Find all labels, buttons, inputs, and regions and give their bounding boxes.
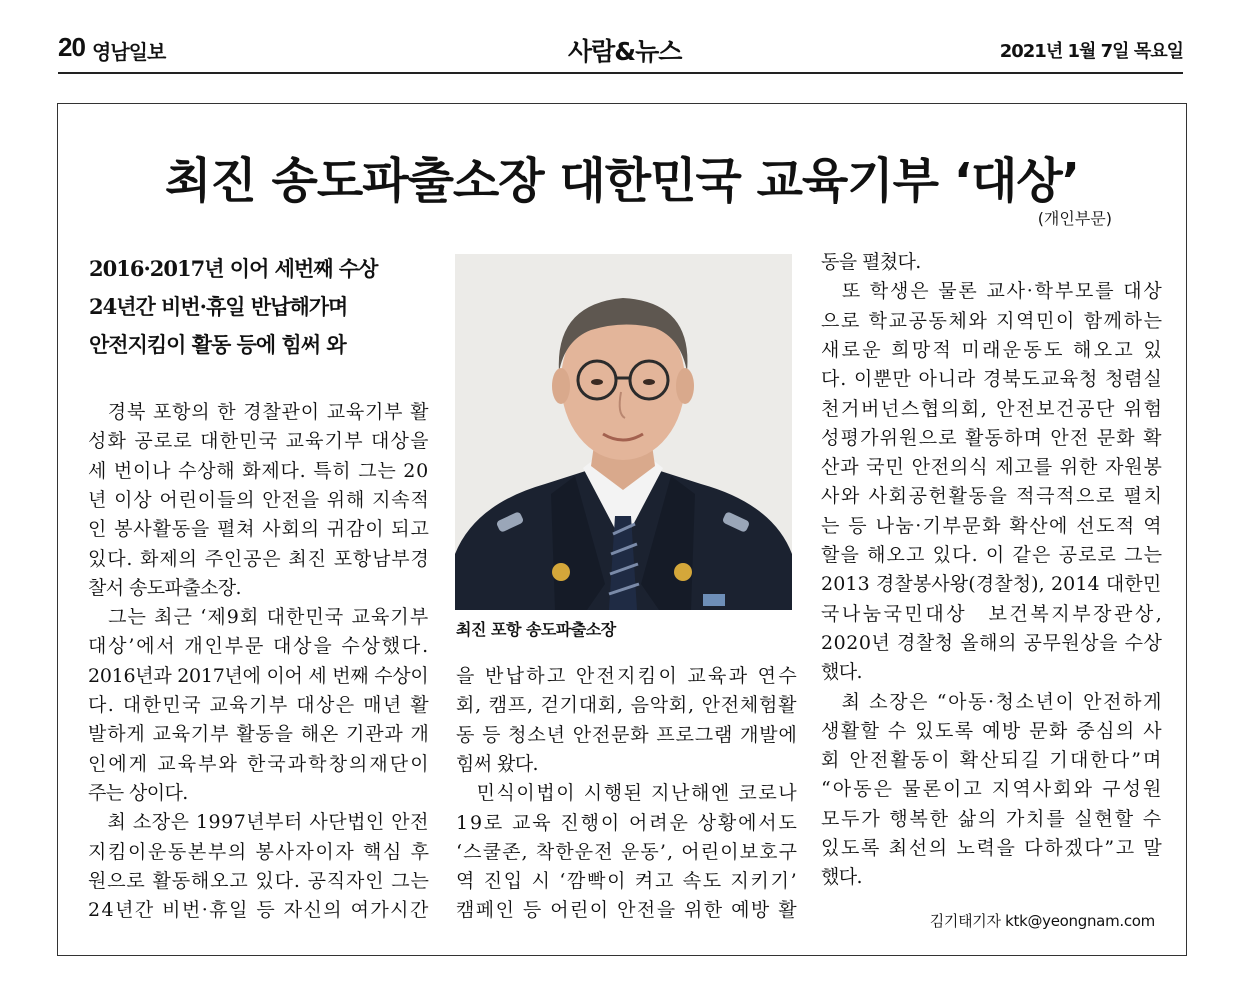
article-text-line: 2020년 경찰청 올해의 공무원상을 수상: [821, 631, 1163, 654]
article-text-line: 천거버넌스협의회, 안전보건공단 위험: [821, 397, 1164, 420]
article-text-line: 주는 상이다.: [88, 781, 188, 804]
article-text-line: 동 등 청소년 안전문화 프로그램 개발에: [456, 723, 798, 746]
issue-date: 2021년 1월 7일 목요일: [999, 41, 1183, 62]
article-text-line: 민식이법이 시행된 지난해엔 코로나: [456, 782, 799, 805]
photo-caption: 최진 포항 송도파출소장: [456, 620, 616, 639]
article-text-line: 있도록 최선의 노력을 다하겠다”고 말: [821, 837, 1164, 859]
article-text-line: 최 소장은 1997년부터 사단법인 안전: [88, 811, 430, 834]
headline-subtag: (개인부문): [1037, 209, 1112, 228]
article-text-line: 년 이상 어린이들의 안전을 위해 지속적: [88, 488, 430, 511]
article-text-line: 원으로 활동해오고 있다. 공직자인 그는: [88, 869, 430, 892]
article-text-line: 국나눔국민대상 보건복지부장관상,: [821, 602, 1165, 625]
article-text-line: 회 안전활동이 확산되길 기대한다”며: [821, 749, 1164, 772]
article-text-line: 할을 해오고 있다. 이 같은 공로로 그는: [821, 544, 1164, 566]
article-text-line: 힘써 왔다.: [456, 752, 538, 775]
article-text-line: 인에게 교육부와 한국과학창의재단이: [88, 752, 431, 775]
article-text-line: 회, 캠프, 걷기대회, 음악회, 안전체험활: [456, 694, 798, 717]
article-text-line: 생활할 수 있도록 예방 문화 중심의 사: [821, 719, 1163, 742]
portrait-illustration: [455, 254, 792, 610]
page-number: 20: [58, 32, 85, 62]
article-text-line: 24년간 비번·휴일 등 자신의 여가시간: [88, 899, 430, 922]
article-text-line: 있다. 화제의 주인공은 최진 포항남부경: [88, 547, 430, 570]
article-text-line: 19로 교육 진행이 어려운 상황에서도: [456, 811, 799, 834]
article-text-line: 인 봉사활동을 펼쳐 사회의 귀감이 되고: [88, 518, 430, 541]
article-text-line: 그는 최근 ‘제9회 대한민국 교육기부: [88, 606, 430, 629]
article-text-line: 캠페인 등 어린이 안전을 위한 예방 활: [456, 899, 798, 922]
article-text-line: 으로 학교공동체와 지역민이 함께하는: [821, 309, 1164, 332]
article-text-line: 지킴이운동본부의 봉사자이자 핵심 후: [88, 840, 431, 863]
portrait-photo: [455, 254, 792, 610]
article-text-line: 세 번이나 수상해 화제다. 특히 그는 20: [88, 459, 429, 482]
subheads: [89, 250, 419, 364]
headline: 최진 송도파출소장 대한민국 교육기부 ‘대상’: [165, 153, 1079, 209]
article-text-line: 발하게 교육기부 활동을 해온 기관과 개: [88, 723, 430, 746]
article-text-line: 다. 이뿐만 아니라 경북도교육청 청렴실: [821, 368, 1163, 391]
article-text-line: 동을 펼쳤다.: [821, 251, 921, 273]
article-text-line: 성화 공로로 대한민국 교육기부 대상을: [88, 430, 430, 453]
article-text-line: 했다.: [821, 661, 862, 684]
page-header: [58, 28, 1183, 68]
article-text-line: 또 학생은 물론 교사·학부모를 대상: [821, 280, 1164, 303]
article-text-line: 을 반납하고 안전지킴이 교육과 연수: [456, 665, 799, 687]
article-text-line: 2013 경찰봉사왕(경찰청), 2014 대한민: [821, 573, 1162, 596]
article-text-line: ‘스쿨존, 착한운전 운동’, 어린이보호구: [456, 840, 799, 863]
newspaper-logo: 영남일보: [92, 40, 166, 64]
article-text-line: 최 소장은 “아동·청소년이 안전하게: [821, 690, 1164, 713]
article-text-line: 2016년과 2017년에 이어 세 번째 수상이: [88, 664, 429, 687]
article-text-line: 모두가 행복한 삶의 가치를 실현할 수: [821, 807, 1163, 830]
article-text-line: 대상’에서 개인부문 대상을 수상했다.: [88, 635, 430, 658]
article-text-line: 새로운 희망적 미래운동도 해오고 있: [821, 338, 1164, 361]
header-divider: [58, 72, 1183, 74]
subhead-line: 24년간 비번·휴일 반납해가며: [89, 294, 348, 319]
article-text-line: 산과 국민 안전의식 제고를 위한 자원봉: [821, 456, 1163, 479]
subhead-line: 2016·2017년 이어 세번째 수상: [89, 256, 378, 281]
article-text-line: 는 등 나눔·기부문화 확산에 선도적 역: [821, 514, 1163, 537]
article-text-line: 사와 사회공헌활동을 적극적으로 펼치: [821, 485, 1164, 508]
article-text-line: 찰서 송도파출소장.: [88, 576, 241, 599]
article-text-line: “아동은 물론이고 지역사회와 구성원: [821, 778, 1164, 801]
section-title: 사람&뉴스: [568, 37, 682, 66]
article-text-line: 역 진입 시 ‘깜빡이 켜고 속도 지키기’: [456, 870, 799, 893]
byline: 김기태기자 ktk@yeongnam.com: [929, 912, 1155, 930]
article-text-line: 성평가위원으로 활동하며 안전 문화 확: [821, 426, 1163, 449]
article-text-line: 했다.: [821, 866, 862, 889]
article-text-line: 다. 대한민국 교육기부 대상은 매년 활: [88, 694, 430, 716]
article-box: [57, 103, 1187, 956]
article-text-line: 경북 포항의 한 경찰관이 교육기부 활: [88, 401, 430, 423]
subhead-line: 안전지킴이 활동 등에 힘써 와: [89, 332, 346, 357]
